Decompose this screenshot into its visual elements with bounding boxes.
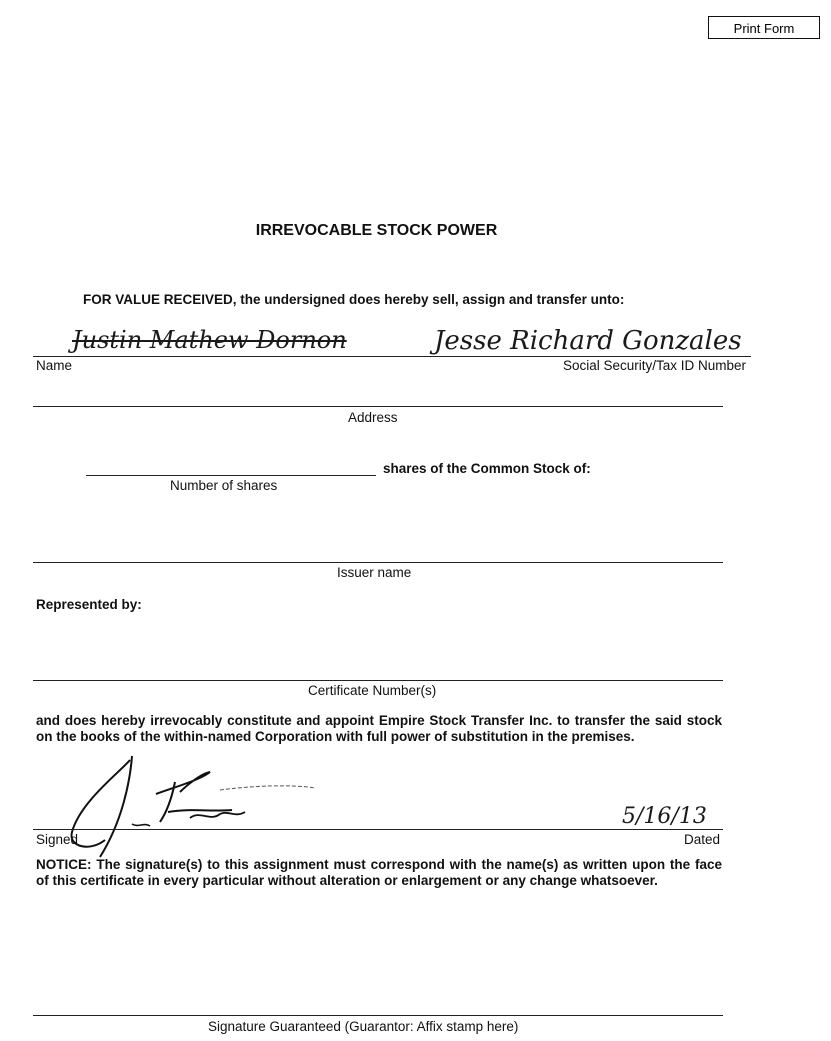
signature-line bbox=[33, 829, 723, 830]
issuer-label: Issuer name bbox=[337, 565, 412, 580]
name-label: Name bbox=[36, 358, 73, 373]
guarantee-line bbox=[33, 1015, 723, 1016]
ssn-label: Social Security/Tax ID Number bbox=[562, 358, 746, 373]
shares-line bbox=[86, 475, 376, 476]
print-form-button[interactable]: Print Form bbox=[708, 16, 820, 39]
issuer-line bbox=[33, 562, 723, 563]
certificate-line bbox=[33, 680, 723, 681]
shares-label: Number of shares bbox=[170, 478, 278, 493]
name-line bbox=[33, 356, 751, 357]
notice-paragraph: NOTICE: The signature(s) to this assignment must correspond with the name(s) as written upon the face of this certificate in every particular without alteration or enlargement or any change whatsoever. bbox=[36, 857, 722, 888]
signature-image bbox=[60, 752, 320, 862]
handwritten-date: 5/16/13 bbox=[622, 804, 707, 829]
dated-label: Dated bbox=[683, 832, 720, 847]
handwritten-name: Jesse Richard Gonzales bbox=[434, 326, 742, 356]
represented-by: Represented by: bbox=[36, 597, 142, 612]
intro-text: FOR VALUE RECEIVED, the undersigned does hereby sell, assign and transfer unto: bbox=[83, 292, 625, 307]
document-title: IRREVOCABLE STOCK POWER bbox=[255, 222, 498, 239]
shares-text: shares of the Common Stock of: bbox=[383, 461, 591, 476]
guarantee-label: Signature Guaranteed (Guarantor: Affix stamp here) bbox=[208, 1019, 519, 1034]
address-label: Address bbox=[348, 410, 398, 425]
certificate-label: Certificate Number(s) bbox=[308, 683, 437, 698]
address-line bbox=[33, 406, 723, 407]
handwritten-name-struck: Justin Mathew Dornon bbox=[72, 326, 347, 354]
appoint-paragraph: and does hereby irrevocably constitute and appoint Empire Stock Transfer Inc. to transfer the said stock on the books of the within-named Corporation with full power of substitution in the premises. bbox=[36, 713, 722, 744]
signed-label: Signed bbox=[36, 832, 79, 847]
